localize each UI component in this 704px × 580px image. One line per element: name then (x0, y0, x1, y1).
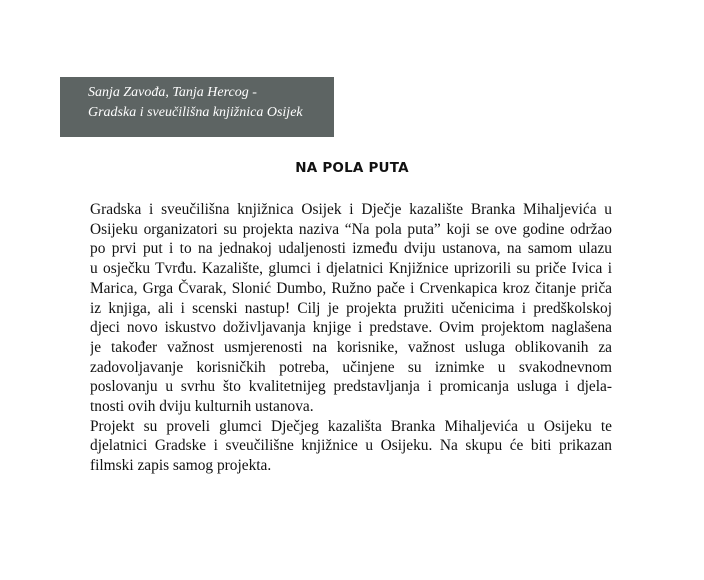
text-line: Gradska i sveučilišna knjižnica Osijek i Dječje kazalište Branka Mihaljevića u (90, 201, 612, 218)
paragraph-2 (90, 417, 612, 476)
text-line: djeci novo iskustvo doživljavanja knjige i predstave. Ovim projektom naglašena (90, 319, 612, 337)
text-line: je također važnost usmjerenosti na korisnike, važnost usluga oblikovanih za (90, 338, 612, 356)
author-box (60, 77, 334, 137)
text-line: iz knjiga, ali i scenski nastup! Cilj je projekta pružiti učenicima i predškolskoj (90, 299, 612, 317)
text-line: Osijeku organizatori su projekta naziva “Na pola puta” koji se ove godine održao (90, 220, 612, 238)
text-line: u osječku Tvrđu. Kazalište, glumci i djelatnici Knjižnice uprizorili su priče Ivica i (90, 260, 612, 278)
text-line: filmski zapis samog projekta. (90, 457, 272, 475)
text-line: poslovanju u svrhu što kvalitetnijeg predstavljanja i promicanja usluga i djela- (90, 378, 612, 396)
author-affiliation: Gradska i sveučilišna knjižnica Osijek (88, 105, 303, 120)
text-line: tnosti ovih dviju kulturnih ustanova. (90, 398, 314, 416)
author-names: Sanja Zavođa, Tanja Hercog - (88, 85, 257, 100)
article-title: NA POLA PUTA (295, 160, 409, 176)
text-line: po prvi put i to na jednakoj udaljenosti između dviju ustanova, na samom ulazu (90, 240, 612, 258)
paragraph-1 (90, 200, 612, 417)
article-body (90, 200, 612, 476)
text-line: Projekt su proveli glumci Dječjeg kazališta Branka Mihaljevića u Osijeku te (90, 417, 612, 435)
text-line: djelatnici Gradske i sveučilišne knjižnice u Osijeku. Na skupu će biti prikazan (90, 437, 612, 455)
text-line: zadovoljavanje korisničkih potreba, učinjene su iznimke u svakodnevnom (90, 358, 612, 376)
text-line: Marica, Grga Čvarak, Slonić Dumbo, Ružno pače i Crvenkapica kroz čitanje priča (90, 279, 612, 297)
